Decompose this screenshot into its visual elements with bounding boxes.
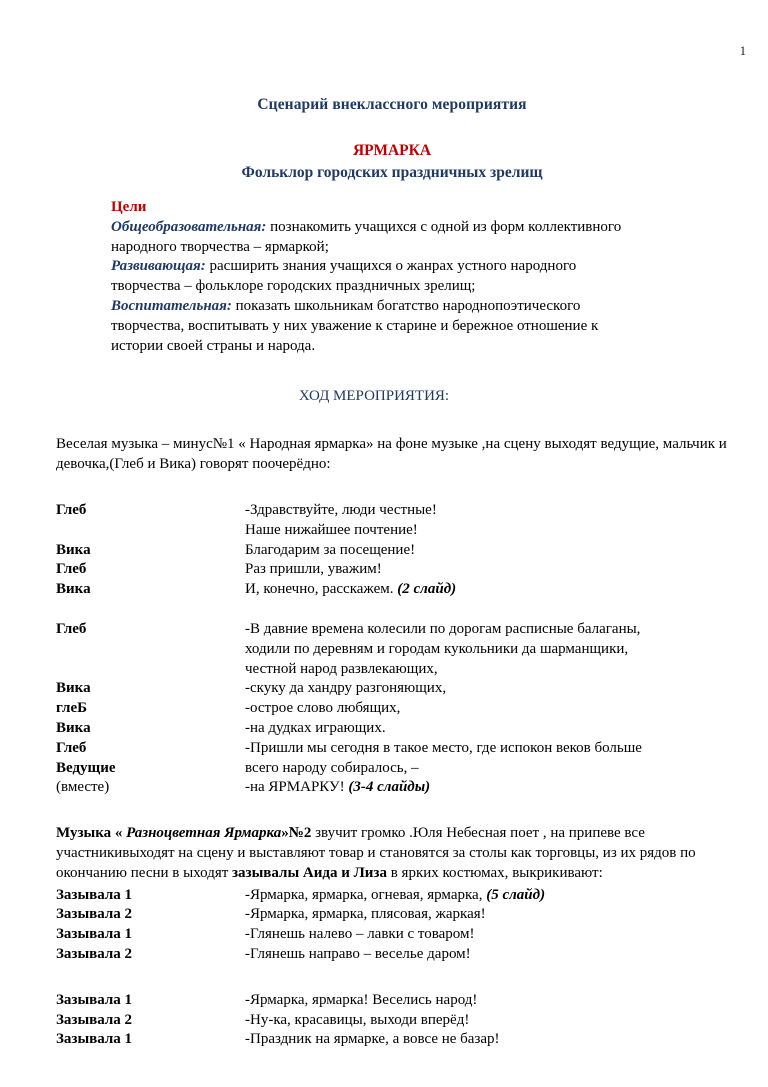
dialogue-row xyxy=(56,560,728,580)
music-line-2: все участникивыходят на сцену и выставляют товар и становятся за столы как торговцы, из xyxy=(56,825,645,861)
dialogue-text: -Здравствуйте, люди честные! xyxy=(245,501,437,518)
dialogue-text: честной народ развлекающих, xyxy=(245,660,438,677)
goal-text-educational-line1: показать школьникам богатство народнопоэтического xyxy=(231,297,581,314)
dialogue-row xyxy=(56,600,728,640)
dialogue-row xyxy=(56,925,728,945)
event-title: ЯРМАРКА xyxy=(352,142,432,159)
music-title: Разноцветная Ярмарка xyxy=(126,825,282,842)
dialogue-text: Наше нижайшее почтение! xyxy=(245,521,418,538)
dialogue-row xyxy=(56,945,728,965)
goals-label: Цели xyxy=(111,199,147,215)
speaker-name: Зазывала 2 xyxy=(56,906,133,923)
music-line-4: выкрикивают: xyxy=(512,864,603,881)
speaker-name: Зазывала 2 xyxy=(56,945,133,962)
music-line-3-after: в ярких костюмах, xyxy=(386,864,509,881)
goal-text-general-line1: познакомить учащихся с одной из форм коллективного xyxy=(266,218,622,235)
page-number: 1 xyxy=(739,44,746,58)
speaker-name: Глеб xyxy=(56,561,87,578)
document-title: Сценарий внеклассного мероприятия xyxy=(257,96,527,113)
speaker-name: Вика xyxy=(56,581,91,598)
goal-text-developing-line1: расширить знания учащихся о жанрах устного народного xyxy=(205,258,577,275)
dialogue-block-two xyxy=(56,884,728,965)
dialogue-text: -Глянешь налево – лавки с товаром! xyxy=(245,926,475,943)
intro-line-2: ведущие, мальчик и девочка,(Глеб и Вика) говорят поочерёдно: xyxy=(56,436,727,473)
speaker-name: глеБ xyxy=(56,700,88,717)
goal-name-developing: Развивающая: xyxy=(111,258,206,275)
dialogue-text: Благодарим за посещение! xyxy=(245,541,416,558)
dialogue-text-main: И, конечно, расскажем. xyxy=(245,581,398,598)
goal-name-educational: Воспитательная: xyxy=(111,297,232,314)
speaker-name: Глеб xyxy=(56,620,87,637)
goal-text-educational-line2: творчества, воспитывать у них уважение к старине и бережное отношение к xyxy=(111,317,599,334)
document-body xyxy=(56,0,728,1050)
dialogue-row xyxy=(56,739,728,759)
event-subtitle: Фольклор городских праздничных зрелищ xyxy=(241,164,543,181)
music-line-1-rest: звучит громко .Юля Небесная поет , на припеве xyxy=(311,825,621,842)
dialogue-text: -на дудках играющих. xyxy=(245,719,386,736)
speaker-name: Зазывала 1 xyxy=(56,1031,133,1048)
dialogue-row xyxy=(56,759,728,779)
section-heading: ХОД МЕРОПРИЯТИЯ: xyxy=(298,388,450,405)
dialogue-row xyxy=(56,501,728,521)
music-label: Музыка « xyxy=(56,825,127,842)
dialogue-text xyxy=(245,778,728,798)
dialogue-row xyxy=(56,991,728,1011)
speaker-name: Глеб xyxy=(56,501,87,518)
dialogue-row xyxy=(56,679,728,699)
speaker-name: Вика xyxy=(56,680,91,697)
speaker-name: Зазывала 1 xyxy=(56,926,133,943)
dialogue-row xyxy=(56,886,728,906)
dialogue-row xyxy=(56,778,728,798)
dialogue-row xyxy=(56,905,728,925)
dialogue-text: -Праздник на ярмарке, а вовсе не базар! xyxy=(245,1031,500,1048)
music-paragraph xyxy=(56,798,728,883)
dialogue-text: -Ну-ка, красавицы, выходи вперёд! xyxy=(245,1011,470,1028)
speaker-name: Зазывала 2 xyxy=(56,1011,133,1028)
dialogue-row xyxy=(56,699,728,719)
goal-item-developing xyxy=(111,257,728,277)
goal-item-educational xyxy=(111,297,728,317)
dialogue-text: -скуку да хандру разгоняющих, xyxy=(245,680,447,697)
dialogue-row xyxy=(56,640,728,660)
dialogue-row xyxy=(56,521,728,541)
dialogue-text-main: -на ЯРМАРКУ! xyxy=(245,779,349,796)
dialogue-text: -Ярмарка, ярмарка! Веселись народ! xyxy=(245,991,478,1008)
dialogue-row xyxy=(56,580,728,600)
speaker-name: Зазывала 1 xyxy=(56,886,133,903)
dialogue-text: всего народу собиралось, – xyxy=(245,759,419,776)
dialogue-text: Раз пришли, уважим! xyxy=(245,561,382,578)
goal-name-general: Общеобразовательная: xyxy=(111,218,267,235)
dialogue-row xyxy=(56,541,728,561)
dialogue-row xyxy=(56,660,728,680)
speaker-name: Вика xyxy=(56,541,91,558)
music-number: »№2 xyxy=(281,825,312,842)
speaker-name: Вика xyxy=(56,719,91,736)
dialogue-text: -острое слово любящих, xyxy=(245,700,401,717)
dialogue-block-one xyxy=(56,475,728,798)
dialogue-text: -Пришли мы сегодня в такое место, где испокон веков больше xyxy=(245,739,642,756)
speaker-name: Глеб xyxy=(56,739,87,756)
barkers-names: зазывалы Аида и Лиза xyxy=(232,864,387,881)
slide-marker: (3-4 слайды) xyxy=(348,779,431,796)
intro-line-1: Веселая музыка – минус№1 « Народная ярмарка» на фоне музыке ,на сцену выходят xyxy=(56,436,597,453)
dialogue-row xyxy=(56,719,728,739)
speaker-name: (вместе) xyxy=(56,779,110,796)
slide-marker: (2 слайд) xyxy=(397,581,457,598)
dialogue-text: -Ярмарка, ярмарка, плясовая, жаркая! xyxy=(245,906,486,923)
speaker-name: Зазывала 1 xyxy=(56,991,133,1008)
dialogue-text-main: -Ярмарка, ярмарка, огневая, ярмарка, xyxy=(245,886,487,903)
speaker-name: Ведущие xyxy=(56,759,116,776)
dialogue-block-three xyxy=(56,965,728,1050)
dialogue-text xyxy=(245,886,728,906)
dialogue-text: -Глянешь направо – веселье даром! xyxy=(245,945,471,962)
dialogue-row xyxy=(56,1011,728,1031)
dialogue-row xyxy=(56,1030,728,1050)
goals-block xyxy=(56,182,728,356)
dialogue-text: -В давние времена колесили по дорогам расписные балаганы, xyxy=(245,620,641,637)
music-line-3-before: их рядов по окончанию песни в ыходят xyxy=(56,844,696,881)
goal-text-developing-line2: творчества – фольклоре городских праздничных зрелищ; xyxy=(111,278,476,295)
goal-text-educational-line3: истории своей страны и народа. xyxy=(111,337,316,354)
goal-item-general xyxy=(111,218,728,238)
intro-paragraph xyxy=(56,405,728,475)
dialogue-text xyxy=(245,580,728,600)
goal-text-general-line2: народного творчества – ярмаркой; xyxy=(111,238,329,255)
slide-marker: (5 слайд) xyxy=(486,886,546,903)
dialogue-text: ходили по деревням и городам кукольники да шарманщики, xyxy=(245,640,629,657)
